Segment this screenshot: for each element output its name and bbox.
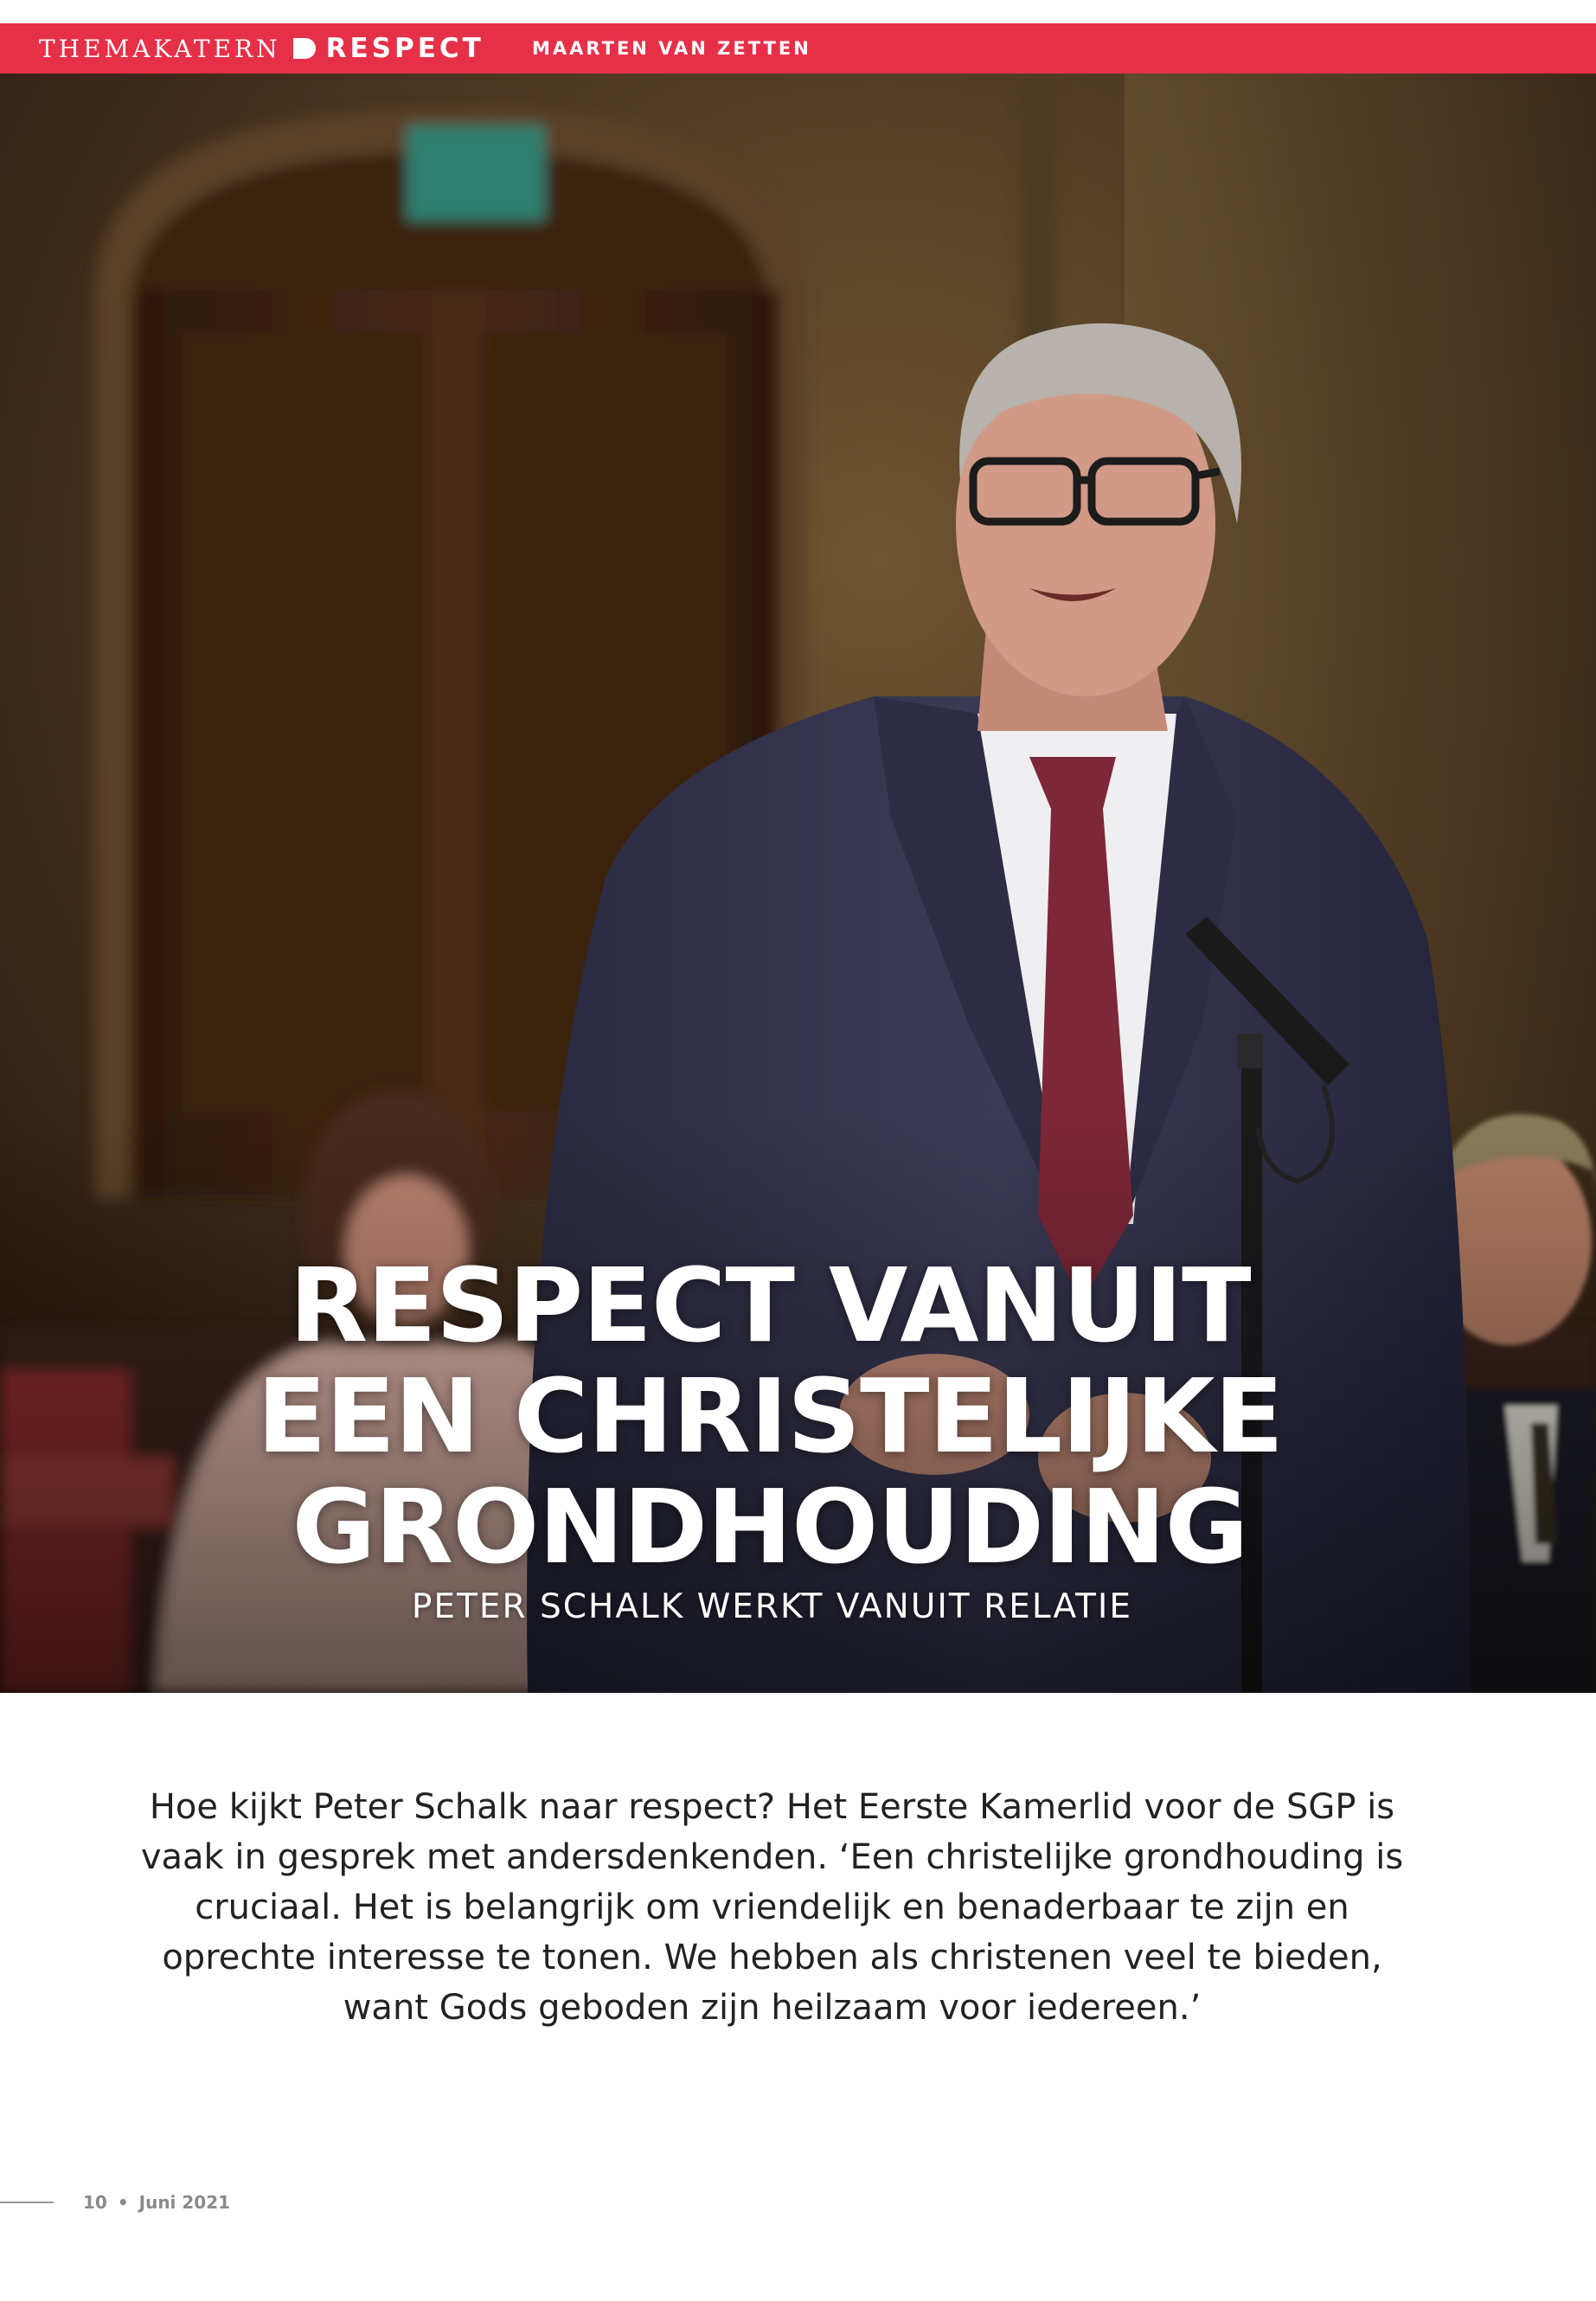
headline-line-3: GRONDHOUDING <box>292 1467 1248 1586</box>
author-byline: MAARTEN VAN ZETTEN <box>532 38 811 59</box>
issue-date: Juni 2021 <box>138 2192 231 2213</box>
section-theme: RESPECT <box>325 33 484 64</box>
section-header-bar <box>0 23 1596 74</box>
page-footer <box>83 2189 230 2215</box>
headline-line-1: RESPECT VANUIT <box>289 1246 1251 1365</box>
page-number: 10 <box>83 2192 107 2213</box>
footer-rule <box>0 2202 54 2203</box>
arrow-bullet-icon <box>290 35 317 62</box>
headline-line-2: EEN CHRISTELIJKE <box>256 1356 1284 1476</box>
article-headline <box>0 1246 1540 1586</box>
section-kicker <box>39 23 484 74</box>
top-margin <box>0 0 1596 23</box>
footer-separator: • <box>117 2192 129 2213</box>
article-intro: Hoe kijkt Peter Schalk naar respect? Het Eerste Kamerlid voor de SGP is vaak in gesprek met andersdenkenden. ‘Een christelijke grondhouding is cruciaal. Het is belangrijk om vriendelijk en benaderbaar te zijn en oprechte interesse te tonen. We hebben als christenen veel te bieden, want Gods geboden zijn heilzaam voor iedereen.’ <box>140 1787 1404 2028</box>
article-subtitle: PETER SCHALK WERKT VANUIT RELATIE <box>411 1587 1133 1626</box>
section-name: THEMAKATERN <box>39 34 281 63</box>
